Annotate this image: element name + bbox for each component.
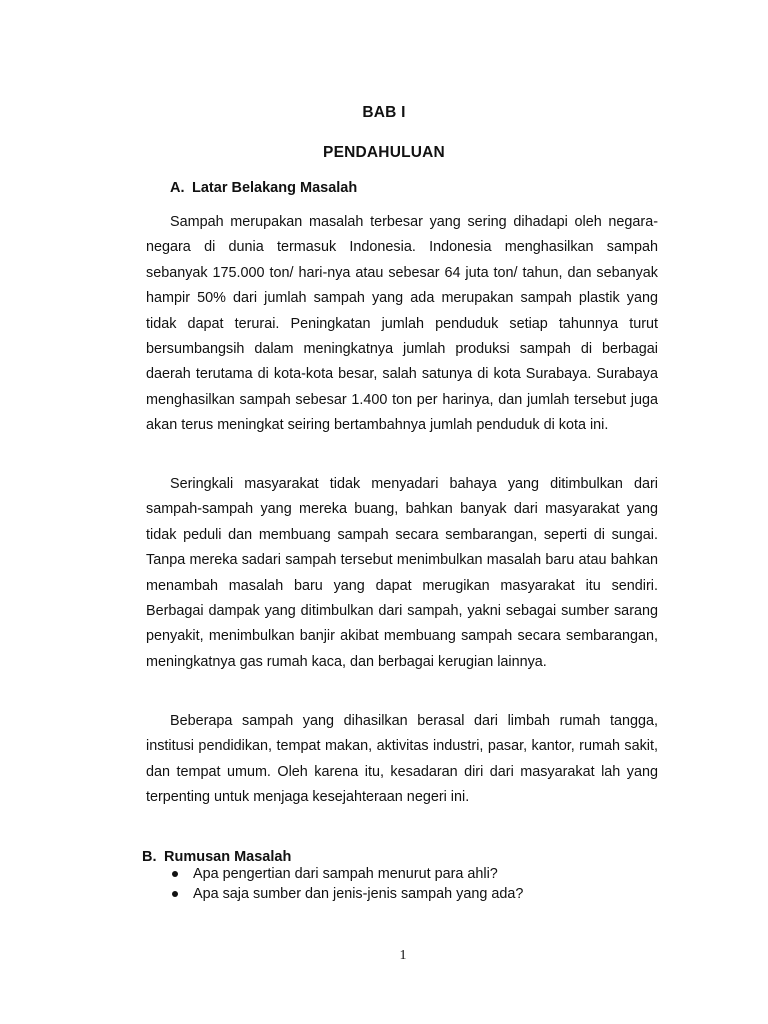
list-item — [166, 884, 523, 904]
list-item-text: Apa saja sumber dan jenis-jenis sampah yang ada? — [193, 886, 524, 902]
page-number: 1 — [399, 948, 407, 963]
section-b-title: Rumusan Masalah — [164, 849, 292, 865]
section-b-label: B. — [142, 849, 157, 865]
section-a-heading — [170, 180, 357, 196]
section-a-label: A. — [170, 180, 185, 196]
list-item-text: Apa pengertian dari sampah menurut para ahli? — [193, 866, 498, 882]
bullet-icon — [172, 891, 178, 897]
chapter-number: BAB I — [362, 104, 406, 121]
paragraph-1: Sampah merupakan masalah terbesar yang sering dihadapi oleh negara-negara di dunia termasuk Indonesia. Indonesia menghasilkan sampah sebanyak 175.000 ton/ hari-nya atau sebesar 64 juta ton/ tahun, dan sebanyak hampir 50% dari jumlah sampah yang ada merupakan sampah plastik yang tidak dapat terurai. Peningkatan jumlah penduduk setiap tahunnya turut bersumbangsih dalam meningkatnya jumlah produksi sampah di berbagai daerah terutama di kota-kota besar, salah satunya di kota Surabaya. Surabaya menghasilkan sampah sebesar 1.400 ton per harinya, dan jumlah tersebut juga akan terus meningkat seiring bertambahnya jumlah penduduk di kota ini. — [146, 214, 658, 434]
section-a-title: Latar Belakang Masalah — [192, 180, 358, 196]
paragraph-2: Seringkali masyarakat tidak menyadari bahaya yang ditimbulkan dari sampah-sampah yang mereka buang, bahkan banyak dari masyarakat yang tidak peduli dan membuang sampah secara sembarangan, seperti di sungai. Tanpa mereka sadari sampah tersebut menimbulkan masalah baru atau bahkan menambah masalah baru yang dapat merugikan masyarakat itu sendiri. Berbagai dampak yang ditimbulkan dari sampah, yakni sebagai sumber sarang penyakit, menimbulkan banjir akibat membuang sampah secara sembarangan, meningkatnya gas rumah kaca, dan berbagai kerugian lainnya. — [146, 476, 658, 670]
research-questions-list — [166, 864, 523, 904]
list-item — [166, 864, 523, 884]
section-b-heading — [142, 849, 291, 865]
paragraph-3: Beberapa sampah yang dihasilkan berasal dari limbah rumah tangga, institusi pendidikan, tempat makan, aktivitas industri, pasar, kantor, rumah sakit, dan tempat umum. Oleh karena itu, kesadaran diri dari masyarakat lah yang terpenting untuk menjaga kesejahteraan negeri ini. — [146, 713, 658, 806]
chapter-title: PENDAHULUAN — [323, 144, 445, 161]
bullet-icon — [172, 871, 178, 877]
